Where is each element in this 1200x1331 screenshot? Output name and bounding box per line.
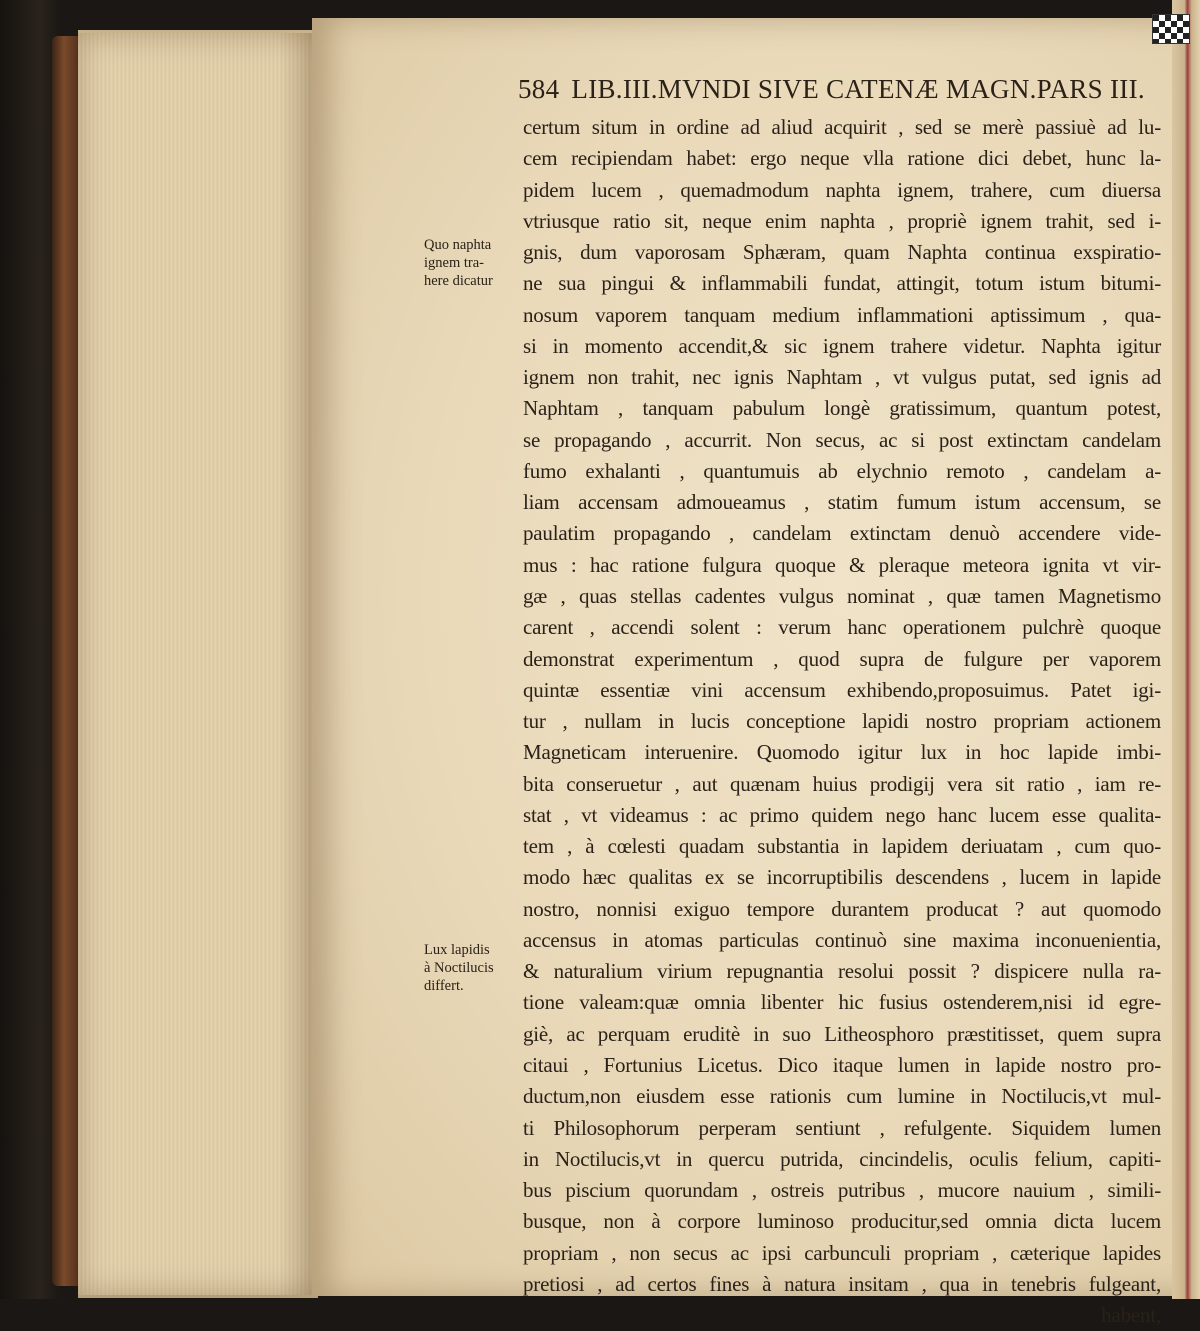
marginal-note-lux-lapidis [424, 941, 520, 995]
text-line: gæ , quas stellas cadentes vulgus nominat , quæ tamen Magnetismo [523, 583, 1161, 608]
text-line: quintæ essentiæ vini accensum exhibendo,proposuimus. Patet igi- [523, 677, 1161, 702]
page-number: 584 [518, 74, 560, 104]
text-line: vtriusque ratio sit, neque enim naphta , propriè ignem trahit, sed i- [523, 208, 1161, 233]
text-line: si in momento accendit,& sic ignem trahere videtur. Naphta igitur [523, 333, 1161, 358]
text-line: pidem lucem , quemadmodum naphta ignem, trahere, cum diuersa [523, 177, 1161, 202]
text-line: ductum,non eiusdem esse rationis cum lumine in Noctilucis,vt mul- [523, 1084, 1161, 1109]
page-edges-stack [78, 30, 318, 1298]
text-line: pretiosi , ad certos fines à natura insitam , qua in tenebris fulgeant, [523, 1271, 1161, 1296]
text-line: & naturalium virium repugnantia resolui possit ? dispicere nulla ra- [523, 959, 1161, 984]
text-line: certum situm in ordine ad aliud acquirit , sed se merè passiuè ad lu- [523, 115, 1161, 139]
text-line: mus : hac ratione fulgura quoque & pleraque meteora ignita vt vir- [523, 552, 1161, 577]
text-line: cem recipiendam habet: ergo neque vlla ratione dici debet, hunc la- [523, 146, 1161, 171]
text-line: propriam , non secus ac ipsi carbunculi propriam , cæterique lapides [523, 1240, 1161, 1265]
text-line: gnis, dum vaporosam Sphæram, quam Naphta continua exspiratio- [523, 240, 1161, 265]
text-line: busque, non à corpore luminoso producitur,sed omnia dicta lucem [523, 1209, 1161, 1234]
next-leaf-edge [1172, 0, 1200, 1299]
marginal-note-line: differt. [424, 978, 464, 994]
running-head [518, 74, 1158, 114]
text-line: fumo exhalanti , quantumuis ab elychnio remoto , candelam a- [523, 458, 1161, 483]
text-line: modo hæc qualitas ex se incorruptibilis descendens , lucem in lapide [523, 865, 1161, 890]
text-line: stat , vt videamus : ac primo quidem nego hanc lucem esse qualita- [523, 802, 1161, 827]
text-line: tione valeam:quæ omnia libenter hic fusius ostenderem,nisi id egre- [523, 990, 1161, 1015]
body-text [523, 112, 1161, 1331]
text-line: ti Philosophorum perperam sentiunt , refulgente. Siquidem lumen [523, 1115, 1161, 1140]
text-line: carent , accendi solent : verum hanc operationem pulchrè quoque [523, 615, 1161, 640]
text-line: bus piscium quorundam , ostreis putribus , mucore nauium , simili- [523, 1178, 1161, 1203]
text-line: accensus in atomas particulas continuò sine maxima inconuenientia, [523, 927, 1161, 952]
text-line: tem , à cœlesti quadam substantia in lapidem deriuatam , cum quo- [523, 834, 1161, 859]
marginal-note-line: here dicatur [424, 273, 493, 289]
text-line: ne sua pingui & inflammabili fundat, attingit, totum istum bitumi- [523, 271, 1161, 296]
text-line: tur , nullam in lucis conceptione lapidi nostro propriam actionem [523, 709, 1161, 734]
marginal-note-line: ignem tra- [424, 255, 484, 271]
text-line: liam accensam admoueamus , statim fumum istum accensum, se [523, 490, 1161, 515]
text-line: paulatim propagando , candelam extinctam denuò accendere vide- [523, 521, 1161, 546]
text-line: Naphtam , tanquam pabulum longè gratissimum, quantum potest, [523, 396, 1161, 421]
marginal-note-naphta [424, 236, 520, 290]
marginal-note-line: Quo naphta [424, 237, 492, 253]
text-line: in Noctilucis,vt in quercu putrida, cincindelis, oculis felium, capiti- [523, 1146, 1161, 1171]
text-line: citaui , Fortunius Licetus. Dico itaque lumen in lapide nostro pro- [523, 1052, 1161, 1077]
text-line: bita conseruetur , aut quænam huius prodigij vera sit ratio , iam re- [523, 771, 1161, 796]
text-line: nosum vaporem tanquam medium inflammationi aptissimum , qua- [523, 302, 1161, 327]
marginal-note-line: à Noctilucis [424, 960, 494, 976]
text-line: demonstrat experimentum , quod supra de fulgure per vaporem [523, 646, 1161, 671]
running-title: LIB.III.MVNDI SIVE CATENÆ MAGN.PARS III. [571, 74, 1145, 104]
text-line: se propagando , accurrit. Non secus, ac si post extinctam candelam [523, 427, 1161, 452]
text-line: Magneticam interuenire. Quomodo igitur lux in hoc lapide imbi- [523, 740, 1161, 765]
color-calibration-patch [1152, 14, 1190, 44]
text-line: giè, ac perquam eruditè in suo Litheosphoro præstitisset, quem supra [523, 1021, 1161, 1046]
catchword: habent, [1101, 1303, 1161, 1328]
text-line: ignem non trahit, nec ignis Naphtam , vt vulgus putat, sed ignis ad [523, 365, 1161, 390]
text-line: nostro, nonnisi exiguo tempore durantem producat ? aut quomodo [523, 896, 1161, 921]
marginal-note-line: Lux lapidis [424, 942, 490, 958]
